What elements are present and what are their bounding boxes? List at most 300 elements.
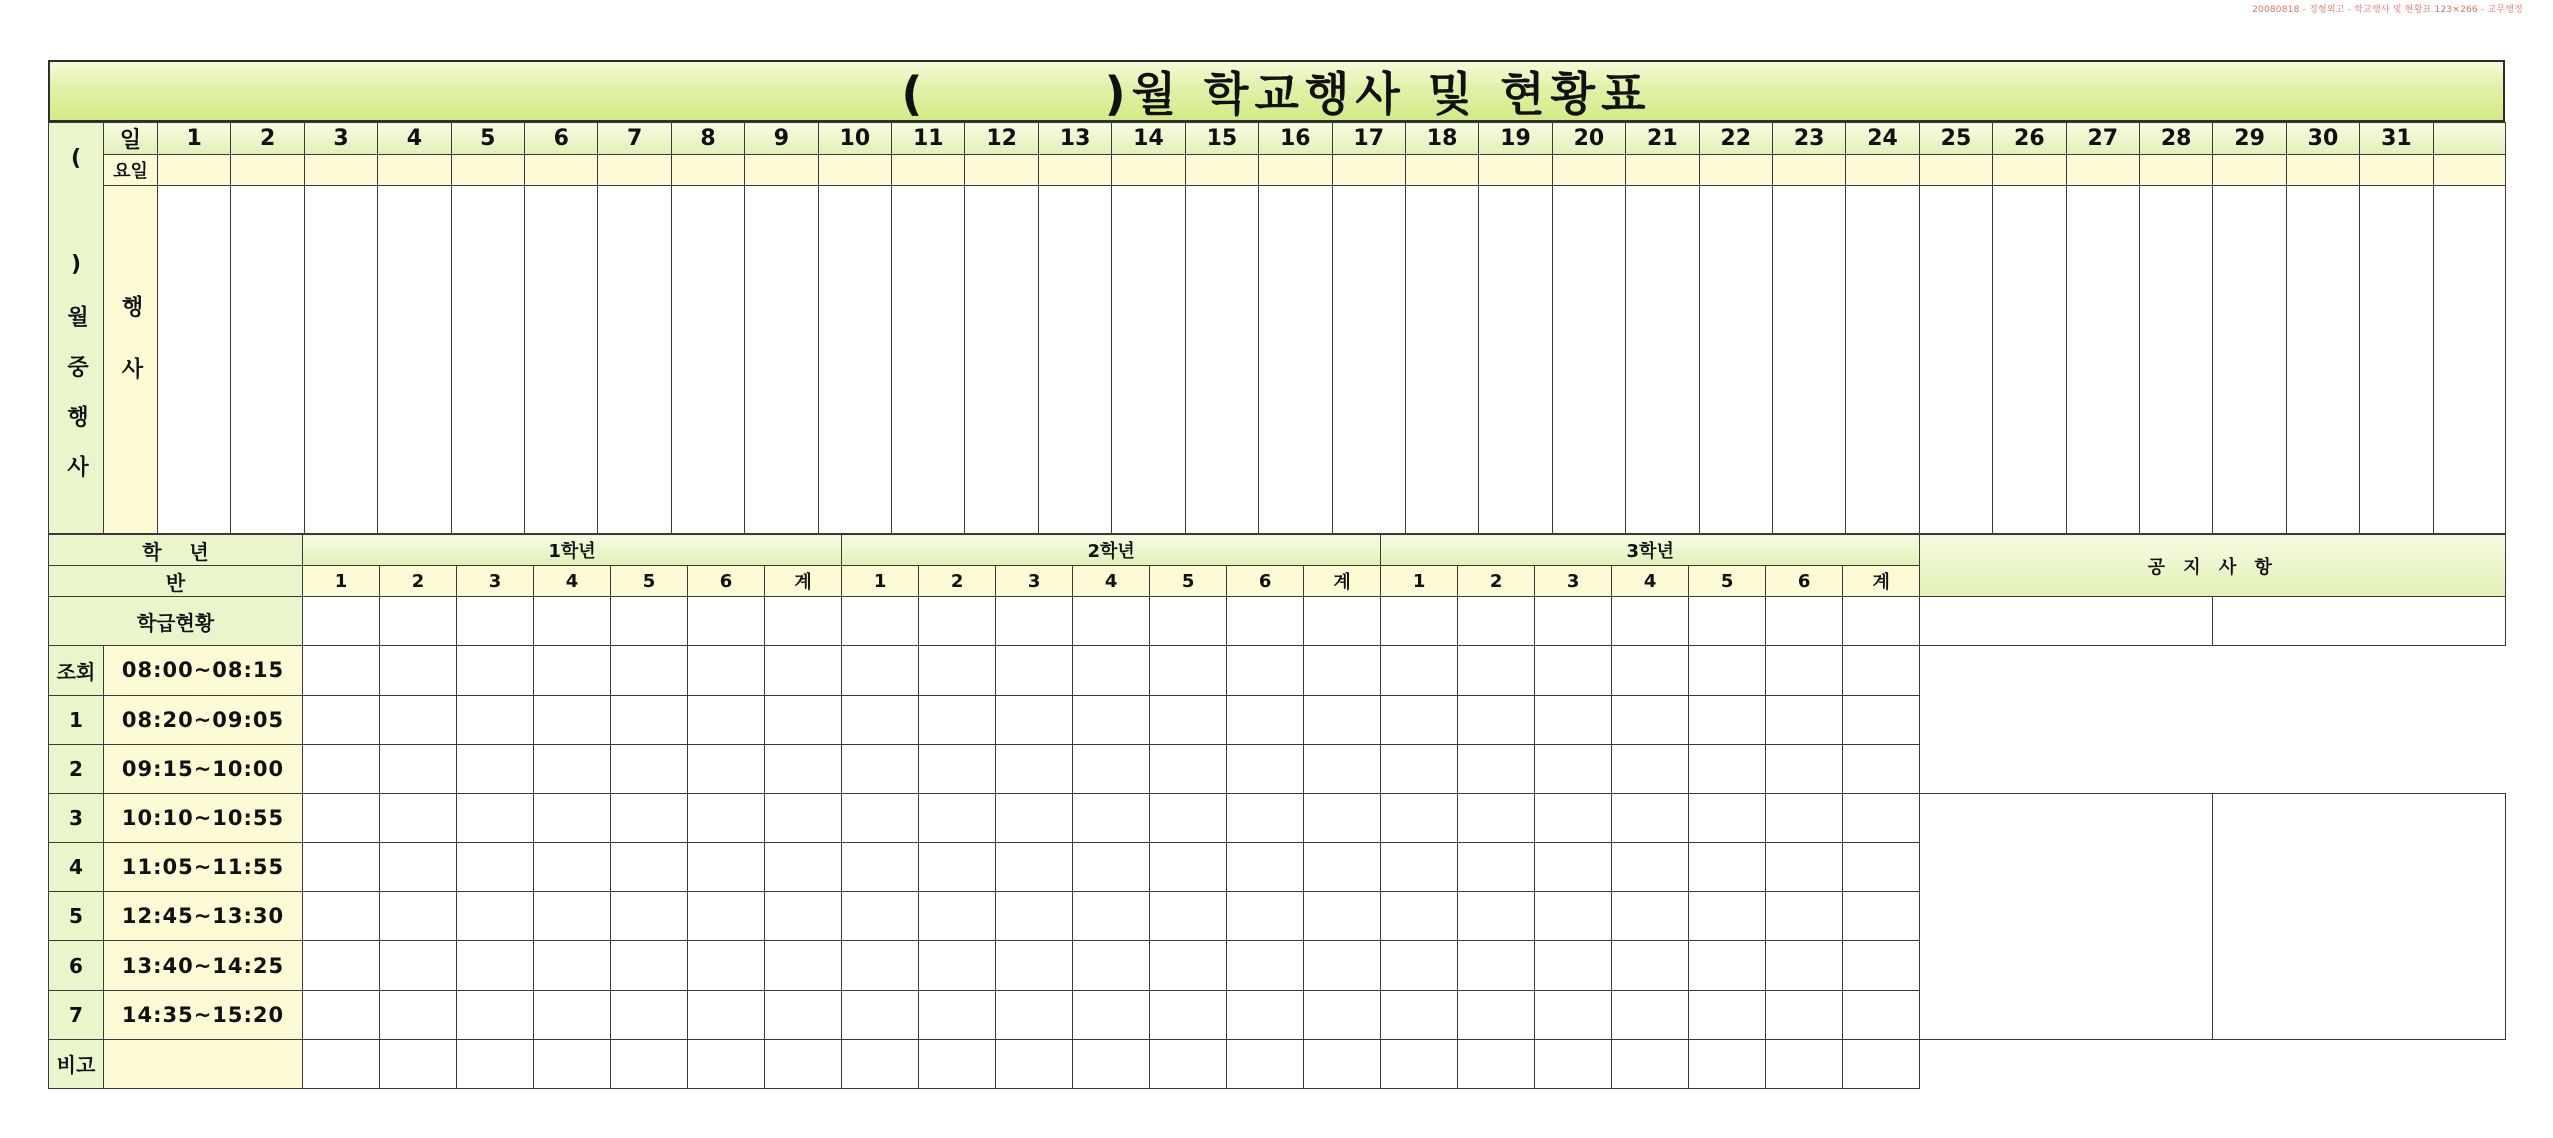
status-cell[interactable] xyxy=(1227,892,1304,941)
status-cell[interactable] xyxy=(919,695,996,744)
status-cell[interactable] xyxy=(611,1039,688,1088)
status-cell[interactable] xyxy=(996,744,1073,793)
day-header-20: 20 xyxy=(1552,123,1625,155)
status-cell[interactable] xyxy=(1535,744,1612,793)
weekday-cell[interactable] xyxy=(2066,155,2139,186)
status-cell[interactable] xyxy=(1073,990,1150,1039)
status-cell[interactable] xyxy=(1766,646,1843,695)
weekday-cell[interactable] xyxy=(525,155,598,186)
status-cell[interactable] xyxy=(1843,843,1920,892)
status-cell[interactable] xyxy=(1304,793,1381,842)
status-cell[interactable] xyxy=(457,695,534,744)
status-cell[interactable] xyxy=(380,892,457,941)
status-cell[interactable] xyxy=(688,941,765,990)
status-cell[interactable] xyxy=(1766,1039,1843,1088)
status-cell[interactable] xyxy=(1150,793,1227,842)
status-cell[interactable] xyxy=(765,646,842,695)
status-cell[interactable] xyxy=(1227,597,1304,646)
status-cell[interactable] xyxy=(611,695,688,744)
status-cell[interactable] xyxy=(842,695,919,744)
event-cell[interactable] xyxy=(598,186,671,534)
status-cell[interactable] xyxy=(765,892,842,941)
status-cell[interactable] xyxy=(688,597,765,646)
status-cell[interactable] xyxy=(1073,597,1150,646)
status-cell[interactable] xyxy=(534,793,611,842)
event-cell[interactable] xyxy=(1479,186,1552,534)
status-cell[interactable] xyxy=(1766,744,1843,793)
status-cell[interactable] xyxy=(457,646,534,695)
event-cell[interactable] xyxy=(1112,186,1185,534)
status-cell[interactable] xyxy=(1843,744,1920,793)
status-cell[interactable] xyxy=(688,646,765,695)
event-cell[interactable] xyxy=(1332,186,1405,534)
status-cell[interactable] xyxy=(1612,1039,1689,1088)
status-cell[interactable] xyxy=(457,1039,534,1088)
status-cell[interactable] xyxy=(611,597,688,646)
status-cell[interactable] xyxy=(1304,843,1381,892)
status-cell[interactable] xyxy=(1381,695,1458,744)
status-cell[interactable] xyxy=(1304,990,1381,1039)
status-cell[interactable] xyxy=(611,941,688,990)
event-cell[interactable] xyxy=(451,186,524,534)
day-header-9: 9 xyxy=(745,123,818,155)
status-cell[interactable] xyxy=(1304,892,1381,941)
status-cell[interactable] xyxy=(380,695,457,744)
status-cell[interactable] xyxy=(1073,744,1150,793)
status-cell[interactable] xyxy=(1766,597,1843,646)
status-cell[interactable] xyxy=(1689,695,1766,744)
status-cell[interactable] xyxy=(1073,1039,1150,1088)
status-cell[interactable] xyxy=(534,843,611,892)
event-cell[interactable] xyxy=(158,186,231,534)
weekday-cell[interactable] xyxy=(892,155,965,186)
weekday-cell[interactable] xyxy=(304,155,377,186)
status-cell[interactable] xyxy=(380,744,457,793)
weekday-cell[interactable] xyxy=(1919,155,1992,186)
status-cell[interactable] xyxy=(1766,941,1843,990)
period-time: 10:10~10:55 xyxy=(104,793,303,842)
status-cell[interactable] xyxy=(1304,597,1381,646)
status-cell[interactable] xyxy=(534,646,611,695)
status-cell[interactable] xyxy=(303,892,380,941)
status-cell[interactable] xyxy=(1535,990,1612,1039)
status-cell[interactable] xyxy=(919,744,996,793)
status-cell[interactable] xyxy=(1073,843,1150,892)
event-cell[interactable] xyxy=(304,186,377,534)
status-cell[interactable] xyxy=(1458,1039,1535,1088)
status-cell[interactable] xyxy=(534,1039,611,1088)
weekday-cell[interactable] xyxy=(1479,155,1552,186)
event-cell[interactable] xyxy=(1405,186,1478,534)
class-header: 2 xyxy=(380,566,457,597)
weekday-cell[interactable] xyxy=(1626,155,1699,186)
status-cell[interactable] xyxy=(1458,892,1535,941)
event-cell[interactable] xyxy=(2286,186,2359,534)
class-header: 4 xyxy=(534,566,611,597)
event-cell[interactable] xyxy=(378,186,451,534)
status-cell[interactable] xyxy=(842,793,919,842)
grade-label: 학 년 xyxy=(49,535,303,566)
status-cell[interactable] xyxy=(1535,793,1612,842)
status-cell[interactable] xyxy=(380,990,457,1039)
weekday-cell[interactable] xyxy=(2286,155,2359,186)
status-cell[interactable] xyxy=(1766,892,1843,941)
event-cell[interactable] xyxy=(2066,186,2139,534)
event-cell[interactable] xyxy=(1185,186,1258,534)
status-cell[interactable] xyxy=(1304,941,1381,990)
notice-cell[interactable] xyxy=(1920,793,2213,1039)
status-cell[interactable] xyxy=(1612,646,1689,695)
status-cell[interactable] xyxy=(688,843,765,892)
status-cell[interactable] xyxy=(1689,793,1766,842)
status-cell[interactable] xyxy=(1150,1039,1227,1088)
weekday-cell[interactable] xyxy=(745,155,818,186)
status-cell[interactable] xyxy=(1843,941,1920,990)
event-cell[interactable] xyxy=(1626,186,1699,534)
class-header: 5 xyxy=(1689,566,1766,597)
status-cell[interactable] xyxy=(1227,941,1304,990)
status-cell[interactable] xyxy=(1227,1039,1304,1088)
status-cell[interactable] xyxy=(1612,744,1689,793)
weekday-cell[interactable] xyxy=(451,155,524,186)
status-cell[interactable] xyxy=(611,744,688,793)
status-cell[interactable] xyxy=(1381,793,1458,842)
weekday-cell[interactable] xyxy=(1259,155,1332,186)
status-cell[interactable] xyxy=(1458,646,1535,695)
status-cell[interactable] xyxy=(1304,695,1381,744)
status-cell[interactable] xyxy=(457,990,534,1039)
status-cell[interactable] xyxy=(1535,892,1612,941)
period-row xyxy=(49,793,2506,842)
day-header-13: 13 xyxy=(1038,123,1111,155)
day-header-5: 5 xyxy=(451,123,524,155)
weekday-cell[interactable] xyxy=(1552,155,1625,186)
weekday-cell[interactable] xyxy=(671,155,744,186)
status-cell[interactable] xyxy=(1073,646,1150,695)
event-cell[interactable] xyxy=(2360,186,2433,534)
status-cell[interactable] xyxy=(996,843,1073,892)
status-cell[interactable] xyxy=(996,892,1073,941)
day-header-6: 6 xyxy=(525,123,598,155)
status-cell[interactable] xyxy=(765,941,842,990)
status-cell[interactable] xyxy=(919,793,996,842)
status-cell[interactable] xyxy=(1150,843,1227,892)
weekday-cell[interactable] xyxy=(1185,155,1258,186)
status-cell[interactable] xyxy=(842,646,919,695)
event-cell[interactable] xyxy=(671,186,744,534)
status-cell[interactable] xyxy=(688,990,765,1039)
status-cell[interactable] xyxy=(919,843,996,892)
status-cell[interactable] xyxy=(303,941,380,990)
status-cell[interactable] xyxy=(1535,941,1612,990)
status-cell[interactable] xyxy=(1458,597,1535,646)
weekday-cell[interactable] xyxy=(1332,155,1405,186)
event-cell[interactable] xyxy=(965,186,1038,534)
weekday-cell[interactable] xyxy=(1112,155,1185,186)
status-cell[interactable] xyxy=(1689,744,1766,793)
status-cell[interactable] xyxy=(380,843,457,892)
status-cell[interactable] xyxy=(1458,695,1535,744)
status-cell[interactable] xyxy=(1766,990,1843,1039)
status-cell[interactable] xyxy=(1843,1039,1920,1088)
weekday-cell[interactable] xyxy=(1993,155,2066,186)
status-cell[interactable] xyxy=(303,744,380,793)
status-cell[interactable] xyxy=(1612,892,1689,941)
weekday-cell[interactable] xyxy=(2360,155,2433,186)
period-time: 12:45~13:30 xyxy=(104,892,303,941)
status-cell[interactable] xyxy=(765,695,842,744)
status-cell[interactable] xyxy=(919,646,996,695)
weekday-cell[interactable] xyxy=(2139,155,2212,186)
status-cell[interactable] xyxy=(611,843,688,892)
event-cell[interactable] xyxy=(2213,186,2286,534)
status-cell[interactable] xyxy=(534,744,611,793)
event-cell[interactable] xyxy=(818,186,891,534)
status-cell[interactable] xyxy=(1150,597,1227,646)
status-cell[interactable] xyxy=(1535,843,1612,892)
day-header-12: 12 xyxy=(965,123,1038,155)
status-cell[interactable] xyxy=(1150,646,1227,695)
status-cell[interactable] xyxy=(1689,646,1766,695)
status-cell[interactable] xyxy=(919,892,996,941)
day-header-24: 24 xyxy=(1846,123,1919,155)
status-cell[interactable] xyxy=(765,1039,842,1088)
status-cell[interactable] xyxy=(919,1039,996,1088)
status-cell[interactable] xyxy=(380,1039,457,1088)
status-cell[interactable] xyxy=(1304,744,1381,793)
status-cell[interactable] xyxy=(842,597,919,646)
status-cell[interactable] xyxy=(303,646,380,695)
status-cell[interactable] xyxy=(1689,892,1766,941)
status-cell[interactable] xyxy=(765,744,842,793)
notice-cell[interactable] xyxy=(1920,597,2213,646)
period-time: 13:40~14:25 xyxy=(104,941,303,990)
status-cell[interactable] xyxy=(303,1039,380,1088)
weekday-cell[interactable] xyxy=(965,155,1038,186)
weekday-cell[interactable] xyxy=(1699,155,1772,186)
status-cell[interactable] xyxy=(380,597,457,646)
status-cell[interactable] xyxy=(688,744,765,793)
status-cell[interactable] xyxy=(534,892,611,941)
status-cell[interactable] xyxy=(1381,744,1458,793)
status-cell[interactable] xyxy=(1073,941,1150,990)
status-cell[interactable] xyxy=(457,744,534,793)
status-cell[interactable] xyxy=(1304,646,1381,695)
status-cell[interactable] xyxy=(1381,990,1458,1039)
status-cell[interactable] xyxy=(996,646,1073,695)
status-cell[interactable] xyxy=(842,843,919,892)
status-cell[interactable] xyxy=(303,793,380,842)
status-cell[interactable] xyxy=(1227,695,1304,744)
status-cell[interactable] xyxy=(611,990,688,1039)
status-cell[interactable] xyxy=(1843,597,1920,646)
status-cell[interactable] xyxy=(1227,990,1304,1039)
event-cell[interactable] xyxy=(1038,186,1111,534)
status-cell[interactable] xyxy=(1381,892,1458,941)
status-cell[interactable] xyxy=(842,744,919,793)
status-cell[interactable] xyxy=(611,793,688,842)
status-cell[interactable] xyxy=(1381,646,1458,695)
status-cell[interactable] xyxy=(1073,793,1150,842)
status-cell[interactable] xyxy=(1227,744,1304,793)
day-header-15: 15 xyxy=(1185,123,1258,155)
status-cell[interactable] xyxy=(457,793,534,842)
notice-cell[interactable] xyxy=(2213,597,2506,646)
event-cell[interactable] xyxy=(1919,186,1992,534)
event-cell[interactable] xyxy=(745,186,818,534)
status-cell[interactable] xyxy=(303,597,380,646)
class-header: 1 xyxy=(842,566,919,597)
status-cell[interactable] xyxy=(688,1039,765,1088)
status-cell[interactable] xyxy=(457,843,534,892)
status-cell[interactable] xyxy=(1766,793,1843,842)
class-header: 6 xyxy=(1766,566,1843,597)
event-cell[interactable] xyxy=(1259,186,1332,534)
status-cell[interactable] xyxy=(303,843,380,892)
status-cell[interactable] xyxy=(457,892,534,941)
status-cell[interactable] xyxy=(765,843,842,892)
status-cell[interactable] xyxy=(996,1039,1073,1088)
status-cell[interactable] xyxy=(1227,843,1304,892)
status-cell[interactable] xyxy=(1458,990,1535,1039)
status-cell[interactable] xyxy=(1535,1039,1612,1088)
status-cell[interactable] xyxy=(765,597,842,646)
status-cell[interactable] xyxy=(1227,646,1304,695)
status-cell[interactable] xyxy=(1843,892,1920,941)
event-cell[interactable] xyxy=(1699,186,1772,534)
status-cell[interactable] xyxy=(1843,695,1920,744)
status-cell[interactable] xyxy=(688,695,765,744)
status-cell[interactable] xyxy=(534,990,611,1039)
status-cell[interactable] xyxy=(1458,843,1535,892)
status-cell[interactable] xyxy=(457,597,534,646)
status-cell[interactable] xyxy=(303,990,380,1039)
status-cell[interactable] xyxy=(996,990,1073,1039)
status-cell[interactable] xyxy=(1766,695,1843,744)
weekday-cell[interactable] xyxy=(818,155,891,186)
status-cell[interactable] xyxy=(1612,843,1689,892)
event-cell[interactable] xyxy=(1846,186,1919,534)
day-header-28: 28 xyxy=(2139,123,2212,155)
status-cell[interactable] xyxy=(1612,695,1689,744)
schedule-form xyxy=(48,60,2505,1089)
status-cell[interactable] xyxy=(765,793,842,842)
status-cell[interactable] xyxy=(996,695,1073,744)
status-cell[interactable] xyxy=(1535,597,1612,646)
status-cell[interactable] xyxy=(1381,1039,1458,1088)
status-cell[interactable] xyxy=(611,646,688,695)
status-cell[interactable] xyxy=(1381,597,1458,646)
status-cell[interactable] xyxy=(1150,695,1227,744)
status-cell[interactable] xyxy=(688,892,765,941)
status-cell[interactable] xyxy=(534,941,611,990)
status-cell[interactable] xyxy=(842,990,919,1039)
status-cell[interactable] xyxy=(1843,990,1920,1039)
notice-cell[interactable] xyxy=(2213,793,2506,1039)
status-cell[interactable] xyxy=(1150,744,1227,793)
weekday-cell[interactable] xyxy=(2213,155,2286,186)
status-cell[interactable] xyxy=(1381,941,1458,990)
status-cell[interactable] xyxy=(688,793,765,842)
status-cell[interactable] xyxy=(1458,793,1535,842)
status-cell[interactable] xyxy=(1612,597,1689,646)
period-row xyxy=(49,646,2506,695)
weekday-cell[interactable] xyxy=(1772,155,1845,186)
status-cell[interactable] xyxy=(765,990,842,1039)
status-cell[interactable] xyxy=(1689,597,1766,646)
weekday-cell[interactable] xyxy=(1405,155,1478,186)
status-cell[interactable] xyxy=(1150,941,1227,990)
status-cell[interactable] xyxy=(1458,744,1535,793)
status-cell[interactable] xyxy=(1689,941,1766,990)
status-cell[interactable] xyxy=(1073,892,1150,941)
status-cell[interactable] xyxy=(303,695,380,744)
class-header: 3 xyxy=(996,566,1073,597)
event-cell[interactable] xyxy=(1772,186,1845,534)
event-cell[interactable] xyxy=(525,186,598,534)
status-cell[interactable] xyxy=(919,941,996,990)
event-cell[interactable] xyxy=(2139,186,2212,534)
event-cell[interactable] xyxy=(892,186,965,534)
status-cell[interactable] xyxy=(1612,990,1689,1039)
status-cell[interactable] xyxy=(1843,793,1920,842)
status-cell[interactable] xyxy=(380,941,457,990)
status-cell[interactable] xyxy=(1689,1039,1766,1088)
status-cell[interactable] xyxy=(919,990,996,1039)
status-cell[interactable] xyxy=(842,1039,919,1088)
remarks-input[interactable] xyxy=(104,1039,303,1088)
status-cell[interactable] xyxy=(1612,793,1689,842)
status-cell[interactable] xyxy=(457,941,534,990)
status-cell[interactable] xyxy=(380,646,457,695)
status-cell[interactable] xyxy=(1073,695,1150,744)
status-cell[interactable] xyxy=(380,793,457,842)
weekday-cell[interactable] xyxy=(598,155,671,186)
status-cell[interactable] xyxy=(1535,646,1612,695)
status-cell[interactable] xyxy=(1689,990,1766,1039)
status-cell[interactable] xyxy=(1150,990,1227,1039)
status-cell[interactable] xyxy=(1843,646,1920,695)
status-cell[interactable] xyxy=(1535,695,1612,744)
event-cell[interactable] xyxy=(1552,186,1625,534)
weekday-cell[interactable] xyxy=(231,155,304,186)
status-cell[interactable] xyxy=(534,597,611,646)
status-cell[interactable] xyxy=(996,941,1073,990)
weekday-cell[interactable] xyxy=(1846,155,1919,186)
status-cell[interactable] xyxy=(996,597,1073,646)
weekday-cell[interactable] xyxy=(1038,155,1111,186)
status-cell[interactable] xyxy=(842,892,919,941)
status-cell[interactable] xyxy=(1381,843,1458,892)
status-cell[interactable] xyxy=(842,941,919,990)
status-cell[interactable] xyxy=(611,892,688,941)
status-cell[interactable] xyxy=(1227,793,1304,842)
event-cell[interactable] xyxy=(231,186,304,534)
status-cell[interactable] xyxy=(996,793,1073,842)
status-cell[interactable] xyxy=(1766,843,1843,892)
class-header: 6 xyxy=(1227,566,1304,597)
weekday-cell[interactable] xyxy=(158,155,231,186)
weekday-cell[interactable] xyxy=(378,155,451,186)
event-cell[interactable] xyxy=(1993,186,2066,534)
status-cell[interactable] xyxy=(919,597,996,646)
status-cell[interactable] xyxy=(1304,1039,1381,1088)
status-cell[interactable] xyxy=(1612,941,1689,990)
status-cell[interactable] xyxy=(1689,843,1766,892)
status-cell[interactable] xyxy=(1150,892,1227,941)
status-cell[interactable] xyxy=(534,695,611,744)
status-cell[interactable] xyxy=(1458,941,1535,990)
